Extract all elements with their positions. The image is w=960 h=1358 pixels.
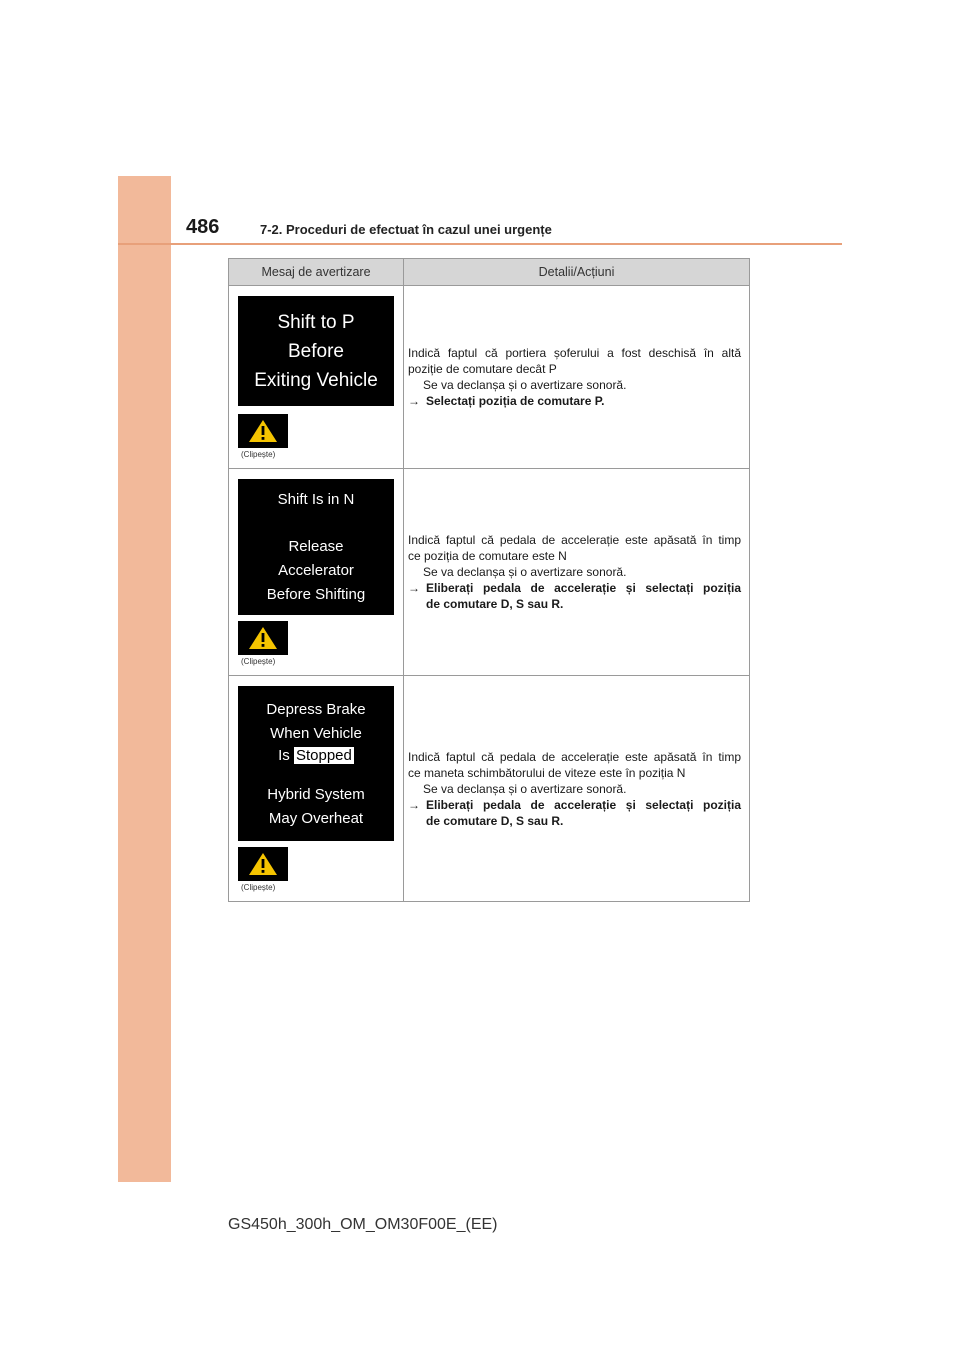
arrow-icon: → xyxy=(408,581,420,595)
display-screen xyxy=(238,479,394,615)
warning-light xyxy=(238,621,288,655)
header-rule xyxy=(118,243,842,245)
side-band xyxy=(118,176,171,1182)
details-text: Indică faptul că portiera șoferului a fost deschisă în altă poziție de comutare decât P Se va declanșa și o avertizare sonoră. → Selectați poziția de comutare P. xyxy=(408,346,741,408)
details-cell xyxy=(404,676,750,902)
warning-triangle-icon xyxy=(248,419,278,443)
screen-line: Hybrid System xyxy=(267,785,365,803)
screen-line: Exiting Vehicle xyxy=(254,369,378,391)
warning-triangle-icon xyxy=(248,626,278,650)
screen-line: Is xyxy=(278,746,290,764)
warning-message-cell xyxy=(229,469,404,676)
details-text: Indică faptul că pedala de accelerație este apăsată în timp ce poziția de comutare este N Se va declanșa și o avertizare sonoră. → Eliberați pedala de accelerație și selectați poziția de comutare D, S sau R. xyxy=(408,533,741,611)
buzzer-note: Se va declanșa și o avertizare sonoră. xyxy=(423,378,627,392)
blink-label: (Clipește) xyxy=(241,883,276,892)
arrow-icon: → xyxy=(408,797,420,812)
screen-line: Before xyxy=(288,340,344,362)
document-code: GS450h_300h_OM_OM30F00E_(EE) xyxy=(228,1216,498,1233)
details-text: Indică faptul că pedala de accelerație este apăsată în timp ce maneta schimbătorului de viteze este în poziția N Se va declanșa și o avertizare sonoră. → Eliberați pedala de accelerație și selectați poziția de comutare D, S sau R. xyxy=(408,749,741,828)
buzzer-note: Se va declanșa și o avertizare sonoră. xyxy=(423,781,627,796)
action-step: → Selectați poziția de comutare P. xyxy=(408,394,605,408)
table-row xyxy=(229,286,750,469)
table-row xyxy=(229,676,750,902)
warning-message-cell xyxy=(229,676,404,902)
column-header-details: Detalii/Acțiuni xyxy=(404,259,750,286)
screen-line: Accelerator xyxy=(278,562,354,579)
warning-light xyxy=(238,847,288,881)
details-cell xyxy=(404,286,750,469)
column-header-message: Mesaj de avertizare xyxy=(229,259,404,286)
warning-light xyxy=(238,414,288,448)
warning-message-cell xyxy=(229,286,404,469)
warning-triangle-icon xyxy=(248,852,278,876)
screen-line: Depress Brake xyxy=(266,700,366,718)
page-number: 486 xyxy=(186,216,220,238)
screen-line: Before Shifting xyxy=(266,586,366,603)
details-cell xyxy=(404,469,750,676)
screen-line: Release xyxy=(288,538,344,555)
blink-label: (Clipește) xyxy=(241,450,276,459)
screen-line: May Overheat xyxy=(268,809,364,827)
blink-label: (Clipește) xyxy=(241,657,276,666)
screen-line: Shift Is in N xyxy=(277,491,355,508)
action-step: → Eliberați pedala de accelerație și selectați poziția de comutare D, S sau R. xyxy=(408,581,741,611)
highlighted-word: Stopped xyxy=(295,746,352,764)
screen-line: When Vehicle xyxy=(270,724,362,742)
table-row xyxy=(229,469,750,676)
section-title: 7-2. Proceduri de efectuat în cazul unei urgențe xyxy=(260,222,552,237)
buzzer-note: Se va declanșa și o avertizare sonoră. xyxy=(423,565,627,579)
display-screen xyxy=(238,686,394,841)
display-screen xyxy=(238,296,394,406)
arrow-icon: → xyxy=(408,394,420,408)
screen-line: Shift to P xyxy=(277,311,355,333)
action-step: → Eliberați pedala de accelerație și selectați poziția de comutare D, S sau R. xyxy=(408,797,741,828)
warning-table xyxy=(228,258,750,902)
